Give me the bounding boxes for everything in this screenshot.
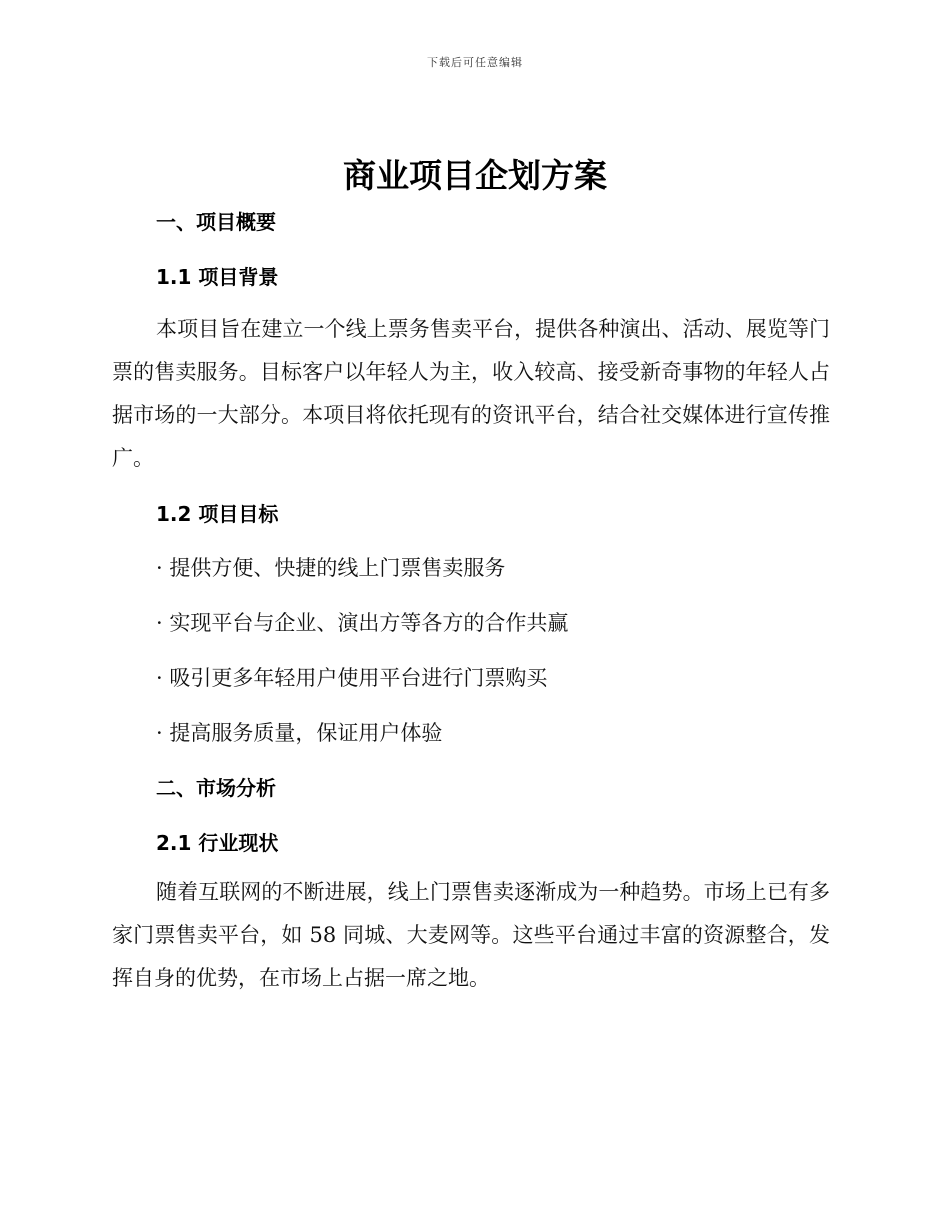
section-2-heading: 二、市场分析 [156, 776, 276, 800]
section-1-1-heading: 1.1 项目背景 [156, 265, 279, 289]
section-1-heading: 一、项目概要 [156, 210, 276, 234]
section-2-1-heading: 2.1 行业现状 [156, 831, 279, 855]
bullet-item-3: · 吸引更多年轻用户使用平台进行门票购买 [156, 666, 548, 690]
page-header-note: 下载后可任意编辑 [427, 56, 523, 69]
bullet-item-4: · 提高服务质量，保证用户体验 [156, 721, 443, 745]
section-1-2-heading: 1.2 项目目标 [156, 502, 279, 526]
section-2-1-paragraph: 随着互联网的不断进展，线上门票售卖逐渐成为一种趋势。市场上已有多家门票售卖平台，如 58 同城、大麦网等。这些平台通过丰富的资源整合，发挥自身的优势，在市场上占据一席之地。 [112, 880, 830, 990]
bullet-item-1: · 提供方便、快捷的线上门票售卖服务 [156, 556, 506, 580]
bullet-item-2: · 实现平台与企业、演出方等各方的合作共赢 [156, 611, 569, 635]
document-title: 商业项目企划方案 [343, 156, 607, 195]
section-1-1-paragraph: 本项目旨在建立一个线上票务售卖平台，提供各种演出、活动、展览等门票的售卖服务。目标客户以年轻人为主，收入较高、接受新奇事物的年轻人占据市场的一大部分。本项目将依托现有的资讯平台，结合社交媒体进行宣传推广。 [112, 317, 830, 470]
